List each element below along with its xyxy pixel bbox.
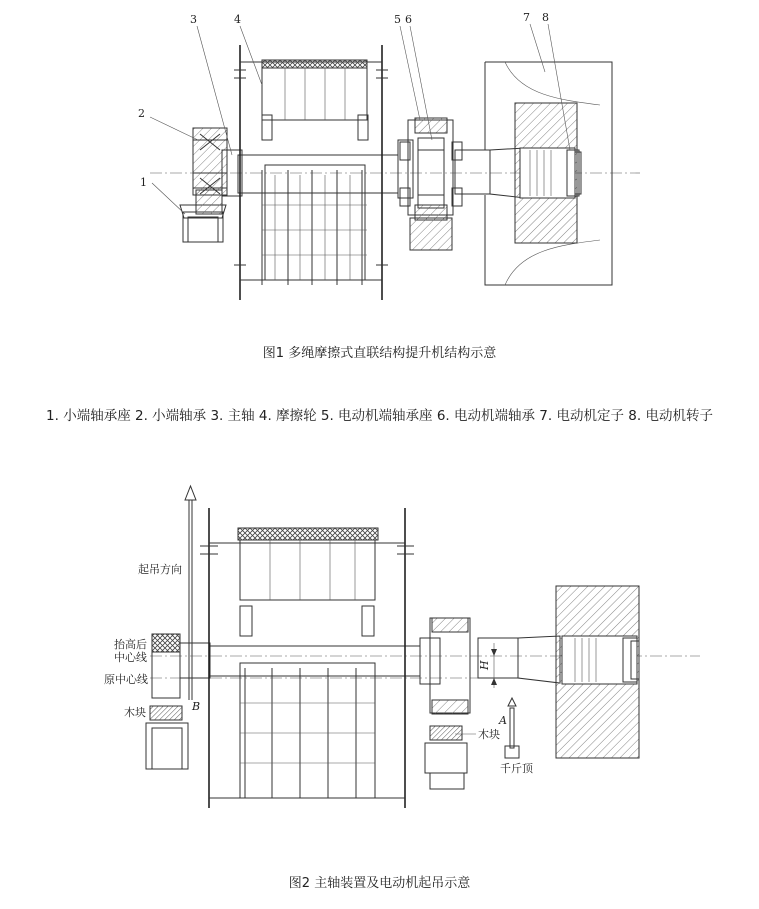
raised-centerline-line-1: 抬高后 (114, 638, 147, 651)
friction-wheel (234, 45, 388, 300)
raised-centerline-line-2: 中心线 (114, 651, 147, 664)
lift-direction-label: 起吊方向 (138, 563, 182, 576)
callout-3: 3 (190, 13, 197, 26)
main-shaft (180, 636, 560, 684)
friction-wheel (200, 508, 414, 808)
callout-1: 1 (140, 176, 147, 189)
figure-1-caption: 图1 多绳摩擦式直联结构提升机结构示意 (262, 346, 497, 361)
wood-block-left-label: 木块 (124, 706, 146, 719)
original-centerline-label: 原中心线 (104, 673, 148, 686)
motor-rotor (562, 636, 639, 684)
figure-1-legend: 1. 小端轴承座 2. 小端轴承 3. 主轴 4. 摩擦轮 5. 电动机端轴承座 6. 电动机端轴承 7. 电动机定子 8. 电动机转子 (46, 408, 713, 424)
figure-2-caption: 图2 主轴装置及电动机起吊示意 (288, 876, 471, 891)
height-h-label: H (478, 660, 491, 670)
left-bearing-seat (146, 634, 188, 769)
right-bearing-seat (425, 618, 470, 789)
jack-label: 千斤顶 (500, 762, 533, 775)
height-dimension (491, 643, 497, 688)
motor-rotor (520, 148, 581, 198)
figure-2-labels (104, 562, 534, 775)
callout-6: 6 (405, 13, 412, 26)
point-b-label: B (192, 700, 201, 713)
figure-2-diagram (0, 478, 759, 868)
lift-direction-arrow (185, 486, 196, 700)
callout-5: 5 (394, 13, 401, 26)
point-a-label: A (499, 714, 507, 727)
callout-7: 7 (523, 11, 530, 24)
callout-2: 2 (138, 107, 145, 120)
figure-1-diagram (0, 0, 759, 330)
small-end-bearing-seat (180, 190, 226, 242)
jack (505, 698, 519, 758)
callout-8: 8 (542, 11, 549, 24)
raised-centerline-label (114, 637, 147, 664)
wood-block-right-label: 木块 (478, 728, 500, 741)
callout-4: 4 (234, 13, 241, 26)
